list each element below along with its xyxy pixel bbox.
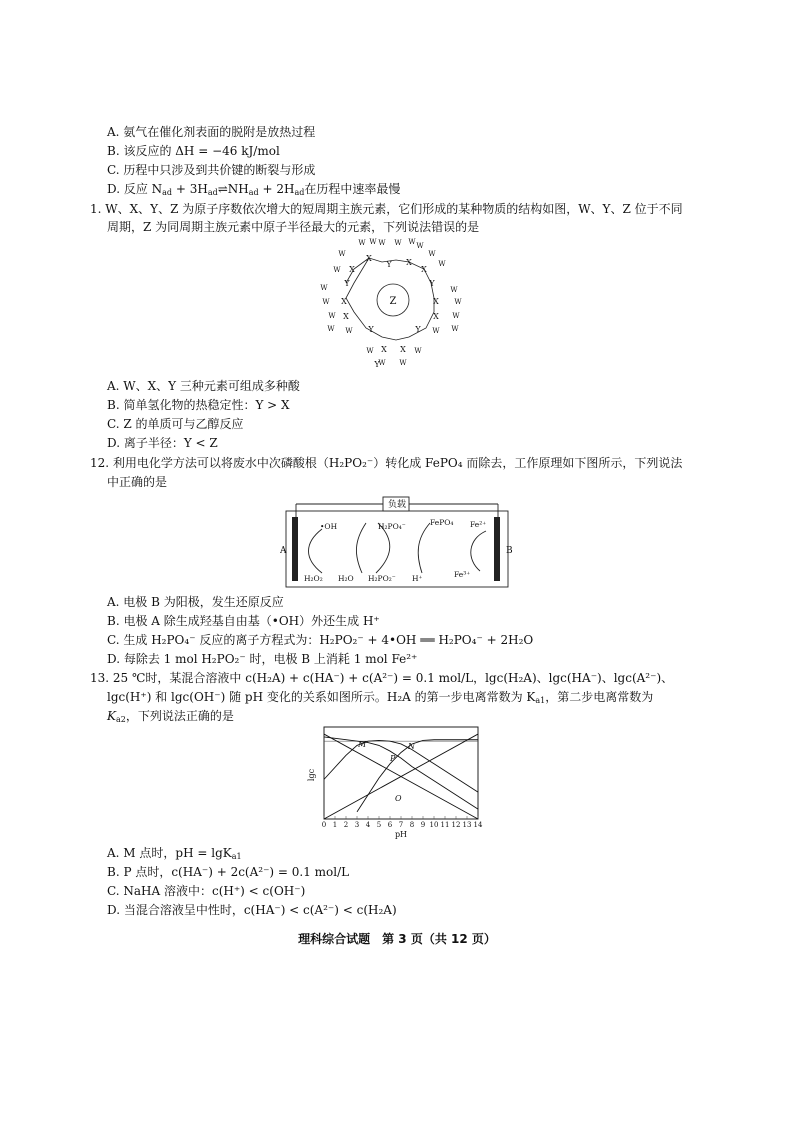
q10-option-d [107, 181, 400, 201]
atom-x: X [381, 345, 387, 354]
atom-y: Y [386, 260, 392, 269]
species-hplus: H⁺ [412, 574, 423, 583]
series-line-3 [357, 740, 478, 812]
subscript: a1 [535, 696, 546, 705]
atom-x: X [433, 312, 439, 321]
svg-text:W: W [366, 347, 374, 355]
atom-x: X [400, 345, 406, 354]
species-h2po4: H₂PO₄⁻ [378, 522, 406, 531]
atom-x: X [366, 254, 372, 263]
q11-option-b: B. 简单氢化物的热稳定性：Y > X [107, 398, 290, 412]
arrow [309, 529, 323, 573]
svg-text:W: W [369, 238, 377, 246]
x-tick-label: 5 [376, 821, 382, 829]
text: lgc(H⁺) 和 lgc(OH⁻) 随 pH 变化的关系如图所示。H₂A 的第一步电离常数为 K [107, 690, 536, 704]
x-tick-label: 6 [387, 821, 393, 829]
x-tick-label: 11 [440, 821, 450, 829]
species-oh: •OH [320, 522, 338, 531]
q12-option-b: B. 电极 A 除生成羟基自由基（•OH）外还生成 H⁺ [107, 614, 380, 628]
x-tick-label: 9 [420, 821, 426, 829]
plot-frame [324, 727, 478, 819]
species-h2o: H₂O [338, 574, 354, 583]
species-fepo4: FePO₄ [430, 518, 454, 527]
svg-text:W: W [438, 260, 446, 268]
q11-stem-line1: 1. W、X、Y、Z 为原子序数依次增大的短周期主族元素，它们形成的某种物质的结构如图，W、Y、Z 位于不同 [90, 202, 683, 216]
electrode-b [494, 517, 500, 581]
species-h2po2: H₂PO₂⁻ [368, 574, 396, 583]
electrode-a [292, 517, 298, 581]
load-label: 负载 [388, 500, 407, 510]
x-tick-label: 7 [398, 821, 404, 829]
point-o-label: O [395, 794, 402, 803]
species-fe2: Fe²⁺ [470, 520, 487, 529]
subscript: a2 [115, 715, 126, 724]
q12-stem-line1: 12. 利用电化学方法可以将废水中次磷酸根（H₂PO₂⁻）转化成 FePO₄ 而除去，工作原理如下图所示，下列说法 [90, 456, 683, 470]
arrow [356, 523, 366, 573]
subscript: ad [162, 188, 173, 197]
q11-stem-line2: 周期，Z 为同周期主族元素中原子半径最大的元素，下列说法错误的是 [107, 220, 480, 234]
q13-option-a [107, 845, 242, 865]
subscript: ad [294, 188, 305, 197]
svg-text:W: W [450, 286, 458, 294]
series-line-2 [324, 740, 478, 792]
arrow [418, 523, 430, 573]
q13-option-c: C. NaHA 溶液中：c(H⁺) < c(OH⁻) [107, 884, 306, 898]
q11-structure-diagram [316, 236, 476, 374]
y-axis-label: lgc [307, 768, 316, 782]
x-tick-label: 4 [365, 821, 371, 829]
text: ⇌NH [217, 182, 249, 196]
atom-y: Y [415, 325, 421, 334]
electrode-b-label: B [506, 546, 513, 556]
svg-text:W: W [394, 239, 402, 247]
q13-stem-line2 [107, 689, 653, 709]
text: + 2H [258, 182, 295, 196]
atom-y: Y [344, 279, 350, 288]
q12-electrolysis-diagram [280, 493, 520, 589]
atom-x: X [343, 312, 349, 321]
svg-text:W: W [338, 250, 346, 258]
text: D. 反应 N [107, 182, 163, 196]
x-tick-label: 10 [429, 821, 439, 829]
atom-y: Y [374, 360, 380, 369]
q11-option-a: A. W、X、Y 三种元素可组成多种酸 [107, 379, 300, 393]
atom-x: X [406, 258, 412, 267]
svg-text:W: W [414, 347, 422, 355]
atom-x: X [433, 297, 439, 306]
x-tick-label: 2 [343, 821, 349, 829]
svg-text:W: W [454, 298, 462, 306]
svg-text:W: W [432, 327, 440, 335]
svg-text:W: W [333, 266, 341, 274]
text: A. M 点时，pH = lgK [107, 846, 232, 860]
atom-y: Y [429, 279, 435, 288]
svg-text:W: W [320, 284, 328, 292]
electrode-a-label: A [280, 546, 287, 556]
q12-option-a: A. 电极 B 为阳极，发生还原反应 [107, 595, 284, 609]
text: ，下列说法正确的是 [125, 709, 234, 723]
point-m-label: M [358, 740, 367, 749]
subscript: a1 [231, 852, 242, 861]
page-footer: 理科综合试题 第 3 页（共 12 页） [298, 932, 496, 946]
svg-text:W: W [452, 312, 460, 320]
svg-text:W: W [322, 298, 330, 306]
subscript: ad [207, 188, 218, 197]
q13-lgc-ph-chart [306, 725, 486, 841]
q13-stem-line1: 13. 25 ℃时，某混合溶液中 c(H₂A) + c(HA⁻) + c(A²⁻) = 0.1 mol/L，lgc(H₂A)、lgc(HA⁻)、lgc(A²⁻)、 [90, 671, 674, 685]
q13-stem-line3 [107, 708, 234, 728]
q10-option-b: B. 该反应的 ΔH = −46 kJ/mol [107, 144, 280, 158]
x-tick-label: 3 [354, 821, 360, 829]
q12-stem-line2: 中正确的是 [107, 475, 168, 489]
atom-x: X [349, 265, 355, 274]
x-tick-label: 14 [473, 821, 483, 829]
species-fe3: Fe³⁺ [454, 570, 471, 579]
q13-option-b: B. P 点时，c(HA⁻) + 2c(A²⁻) = 0.1 mol/L [107, 865, 350, 879]
svg-text:W: W [451, 325, 459, 333]
svg-text:W: W [378, 359, 386, 367]
svg-text:W: W [327, 325, 335, 333]
x-tick-label: 8 [409, 821, 415, 829]
x-tick-label: 12 [451, 821, 461, 829]
svg-text:W: W [399, 359, 407, 367]
q10-option-a: A. 氨气在催化剂表面的脱附是放热过程 [107, 125, 316, 139]
subscript: ad [248, 188, 259, 197]
svg-text:W: W [378, 239, 386, 247]
svg-text:W: W [428, 250, 436, 258]
x-tick-label: 0 [321, 821, 327, 829]
q10-option-c: C. 历程中只涉及到共价键的断裂与形成 [107, 163, 316, 177]
point-p-label: P [390, 754, 396, 763]
text: ，第二步电离常数为 [545, 690, 654, 704]
svg-text:W: W [416, 242, 424, 250]
q11-option-c: C. Z 的单质可与乙醇反应 [107, 417, 244, 431]
x-tick-label: 1 [332, 821, 338, 829]
arrow [471, 531, 486, 571]
text: 在历程中速率最慢 [304, 182, 401, 196]
svg-text:W: W [328, 312, 336, 320]
atom-x: X [421, 265, 427, 274]
text: + 3H [172, 182, 208, 196]
q13-option-d: D. 当混合溶液呈中性时，c(HA⁻) < c(A²⁻) < c(H₂A) [107, 903, 397, 917]
text: K [107, 709, 116, 723]
x-axis-label: pH [394, 830, 408, 839]
point-n-label: N [408, 742, 415, 751]
atom-y: Y [368, 325, 374, 334]
atom-x: X [341, 297, 347, 306]
q12-option-d: D. 每除去 1 mol H₂PO₂⁻ 时，电极 B 上消耗 1 mol Fe²⁺ [107, 652, 418, 666]
q12-option-c: C. 生成 H₂PO₄⁻ 反应的离子方程式为：H₂PO₂⁻ + 4•OH ══ H₂PO₄⁻ + 2H₂O [107, 633, 534, 647]
species-h2o2: H₂O₂ [304, 574, 323, 583]
q11-option-d: D. 离子半径：Y < Z [107, 436, 218, 450]
svg-text:W: W [358, 239, 366, 247]
x-tick-label: 13 [462, 821, 472, 829]
svg-text:W: W [408, 238, 416, 246]
z-label: Z [389, 296, 397, 307]
svg-text:W: W [345, 327, 353, 335]
